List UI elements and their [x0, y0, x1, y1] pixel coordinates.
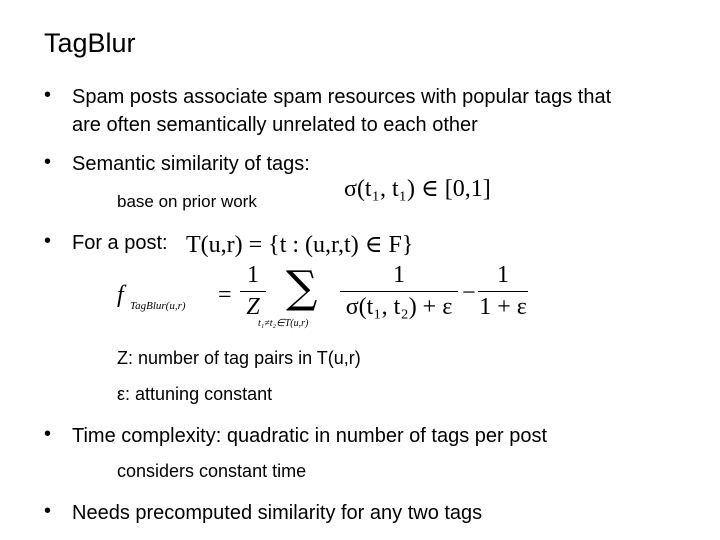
- fraction-line: [240, 291, 266, 292]
- denominator-z: Z: [246, 294, 260, 320]
- fraction-line: [478, 291, 528, 292]
- sum-subscript: t₁≠t₂∈T(u,r): [258, 318, 309, 329]
- bullet-5-text: Needs precomputed similarity for any two tags: [72, 502, 483, 524]
- bullet-icon: •: [44, 84, 52, 106]
- sigma-formula: σ(t₁, t₁) ∈ [0,1]: [344, 176, 491, 202]
- sum-symbol: ∑: [286, 262, 318, 313]
- numerator-one: 1: [497, 262, 509, 288]
- bullet-icon: •: [44, 151, 52, 173]
- fraction-line: [340, 291, 458, 292]
- numerator-one: 1: [393, 262, 405, 288]
- slide-title: TagBlur: [44, 28, 136, 58]
- fraction-1-over-1-plus-eps: [478, 262, 528, 321]
- f-symbol: f: [117, 282, 124, 308]
- bullet-2-sub: base on prior work: [117, 192, 257, 211]
- bullet-4-text: Time complexity: quadratic in number of tags per post: [72, 425, 548, 447]
- denominator-1-plus-eps: 1 + ε: [479, 294, 527, 320]
- post-formula: T(u,r) = {t : (u,r,t) ∈ F}: [186, 232, 414, 258]
- bullet-icon: •: [44, 423, 52, 445]
- numerator-one: 1: [247, 262, 259, 288]
- bullet-icon: •: [44, 500, 52, 522]
- bullet-2-text: Semantic similarity of tags:: [72, 153, 310, 175]
- bullet-1-line-1: Spam posts associate spam resources with popular tags that: [72, 86, 612, 108]
- denominator-sigma: σ(t₁, t₂) + ε: [345, 294, 453, 320]
- bullet-3-text: For a post:: [72, 232, 168, 254]
- fraction-1-over-z: [240, 262, 266, 321]
- minus-sign: −: [462, 280, 476, 306]
- bullet-icon: •: [44, 230, 52, 252]
- bullet-1-line-2: are often semantically unrelated to each other: [72, 114, 478, 136]
- epsilon-note: ε: attuning constant: [117, 384, 273, 404]
- z-note: Z: number of tag pairs in T(u,r): [117, 348, 361, 368]
- bullet-4-sub: considers constant time: [117, 461, 307, 481]
- fraction-1-over-sigma: [340, 262, 458, 321]
- f-subscript: TagBlur(u,r): [130, 300, 186, 312]
- equals-sign: =: [218, 282, 232, 308]
